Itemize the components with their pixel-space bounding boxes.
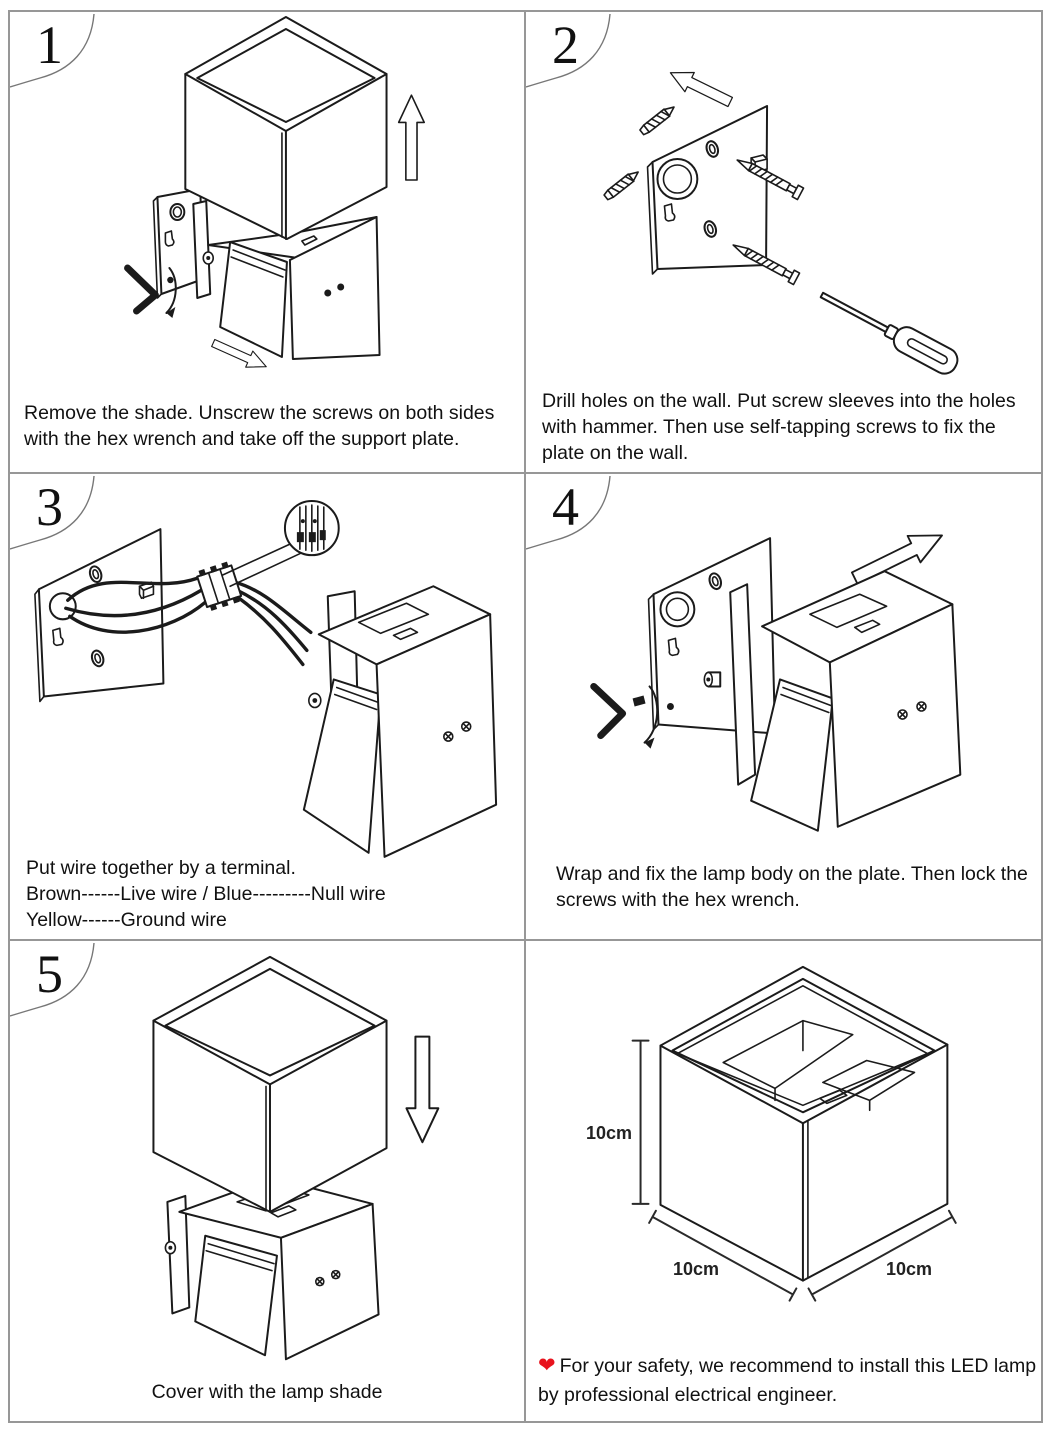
caption-line: Yellow------Ground wire [26, 909, 227, 931]
screw-head [462, 722, 471, 731]
side-knob [704, 672, 720, 686]
panel-step-3 [10, 474, 526, 941]
corner-flourish [526, 474, 646, 569]
caption-line: Put wire together by a terminal. [26, 857, 296, 879]
hex-wrench-icon [594, 686, 657, 748]
caption-line: Drill holes on the wall. Put screw sleeves into the holes [542, 390, 1016, 412]
instruction-grid [8, 10, 1043, 1423]
support-plate [193, 201, 213, 298]
height-dimension-label: 10cm [585, 1123, 632, 1143]
step1-caption [24, 400, 494, 452]
lamp-body [304, 586, 496, 857]
panel-dimensions [526, 941, 1041, 1421]
arrow-up-left-icon [666, 63, 735, 112]
step3-caption [26, 855, 386, 933]
cube-shade [153, 957, 386, 1212]
panel-step-2 [526, 12, 1041, 474]
cube-shade [185, 17, 386, 239]
corner-flourish [10, 941, 130, 1036]
caption-line: with hammer. Then use self-tapping screws to fix the [542, 416, 996, 438]
screw-head [332, 1271, 340, 1279]
corner-flourish [526, 12, 646, 107]
width-dimension-label: 10cm [672, 1259, 720, 1279]
caption-line: Brown------Live wire / Blue---------Null wire [26, 883, 386, 905]
caption-line: screws with the hex wrench. [556, 889, 800, 911]
screw-head [316, 1278, 324, 1286]
caption-line: by professional electrical engineer. [538, 1384, 838, 1406]
caption-line: Wrap and fix the lamp body on the plate. Then lock the [556, 863, 1028, 885]
step2-caption [542, 388, 1016, 466]
safety-note [538, 1351, 1036, 1410]
wall-plate [649, 538, 776, 733]
caption-line: Remove the shade. Unscrew the screws on both sides [24, 402, 495, 424]
dimension-illustration [526, 941, 1041, 1421]
caption-line: Cover with the lamp shade [151, 1381, 383, 1403]
arrow-up-icon [399, 95, 425, 180]
lamp-body [208, 217, 379, 359]
wall-anchor-icon [603, 169, 641, 201]
safety-line [538, 1351, 1036, 1381]
corner-flourish [10, 474, 130, 569]
lamp-cube [660, 967, 947, 1281]
dimension-line-height [633, 1041, 649, 1204]
arrow-down-icon [406, 1037, 438, 1143]
terminal-magnifier [222, 501, 339, 586]
step4-caption [556, 861, 1028, 913]
panel-step-1 [10, 12, 526, 474]
screw-head [444, 732, 453, 741]
caption-line: plate on the wall. [542, 442, 689, 464]
step-number: 5 [36, 944, 63, 1004]
heart-icon: ❤ [538, 1354, 556, 1377]
step-number: 3 [36, 477, 63, 537]
screw-head [917, 702, 926, 711]
caption-line: For your safety, we recommend to install this LED lamp [559, 1355, 1037, 1377]
screwdriver-icon [816, 284, 962, 378]
caption-line: with the hex wrench and take off the support plate. [24, 428, 460, 450]
step-number: 4 [552, 477, 579, 537]
step5-caption [10, 1379, 524, 1405]
step-number: 1 [36, 15, 63, 75]
step-number: 2 [552, 15, 579, 75]
panel-step-5 [10, 941, 526, 1421]
screw-head [898, 710, 907, 719]
wall-anchor-icon [639, 104, 677, 136]
panel-step-4 [526, 474, 1041, 941]
depth-dimension-label: 10cm [885, 1259, 933, 1279]
corner-flourish [10, 12, 130, 107]
lamp-body [751, 571, 960, 831]
